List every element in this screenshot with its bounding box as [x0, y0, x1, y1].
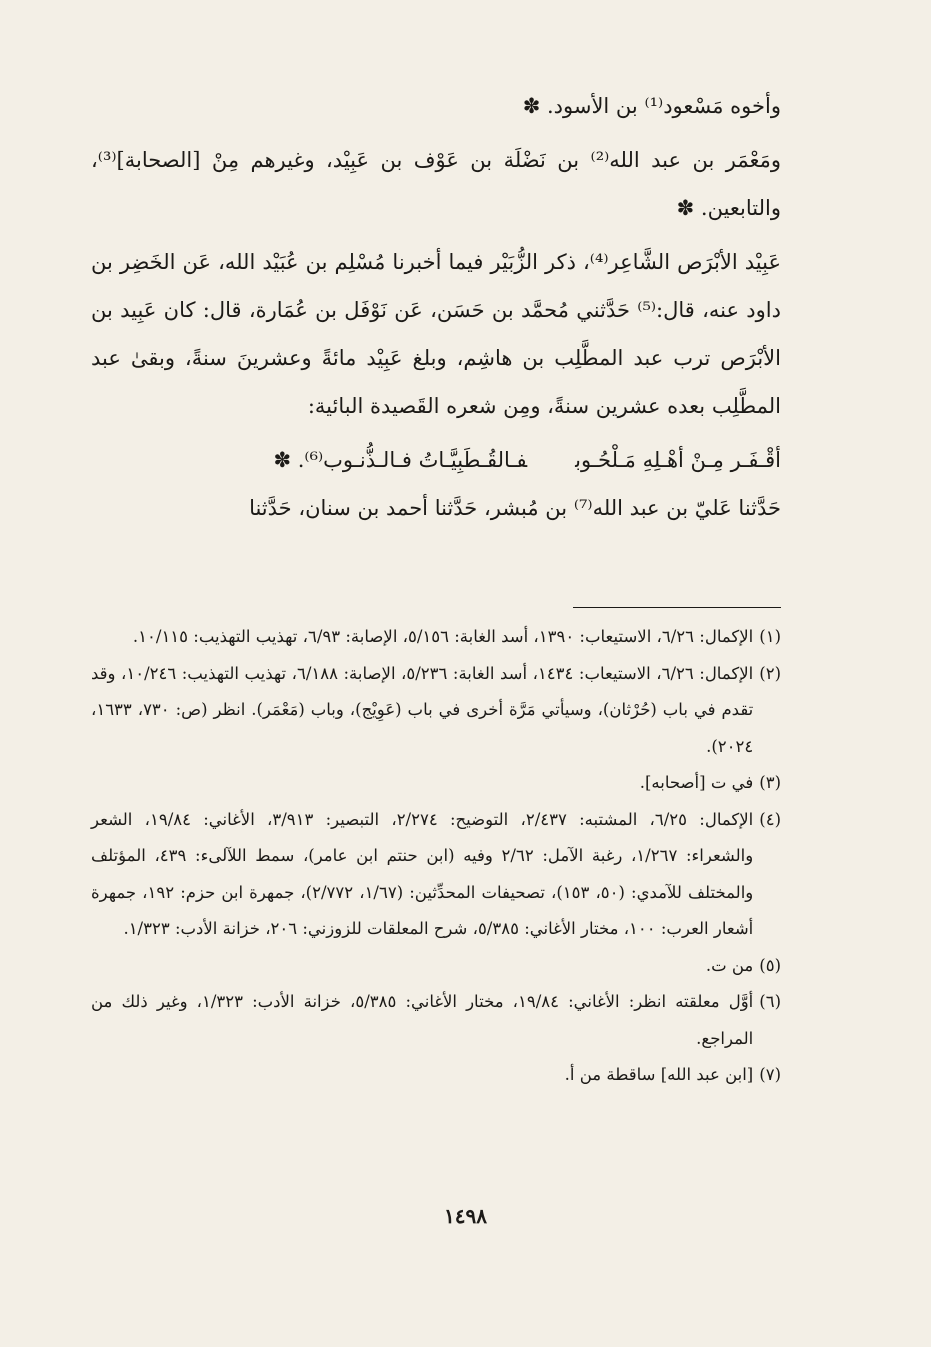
footnote-text: أوَّل معلقته انظر: الأغاني: ١٩/٨٤، مختار الأغاني: ٥/٣٨٥، خزانة الأدب: ١/٣٢٣، وغير ذلك من المراجع.	[91, 992, 754, 1048]
paragraph-mamar: ومَعْمَر بن عبد الله⁽²⁾ بن نَضْلَة بن عَوْف بن عَبِيْد، وغيرهم مِنْ [الصحابة]⁽³⁾، والتابعين. ✽	[91, 148, 781, 220]
footnote-1	[91, 619, 781, 656]
footnote-2	[91, 656, 781, 766]
footnotes	[91, 619, 781, 1094]
paragraph-ubayd-al-abras: عَبِيْد الأبْرَص الشَّاعِر⁽⁴⁾، ذكر الزُّبَيْر فيما أخبرنا مُسْلِم بن عُبَيْد الله، عَن الخَضِر بن داود عنه، قال:⁽⁵⁾ حَدَّثني مُحمَّد بن حَسَن، عَن نَوْفَل بن عُمَارة، قال: كان عَبِيد بن الأبْرَص ترب عبد المطَّلِب بن هاشِم، وبلغ عَبِيْد مائةً وعشرينَ سنةً، وبقىٰ عبد المطَّلِب بعده عشرين سنةً، ومِن شعره القَصيدة البائية:	[91, 250, 781, 418]
footnote-text: من ت.	[705, 955, 754, 975]
footnote-number: (٣)	[759, 773, 781, 792]
footnote-3	[91, 765, 781, 802]
footnote-number: (١)	[759, 627, 781, 646]
page-number: ١٤٩٨	[444, 1204, 487, 1228]
footnote-5	[91, 948, 781, 985]
footnote-text: الإكمال: ٦/٢٥، المشتبه: ٢/٤٣٧، التوضيح: ٢/٢٧٤، التبصير: ٣/٩١٣، الأغاني: ١٩/٨٤، الشعر والشعراء: ١/٢٦٧، رغبة الآمل: ٢/٦٢ وفيه (ابن حنتم ابن عامر)، سمط اللآلىء: ٤٣٩، المؤتلف والمختلف للآمدي: (٥٠، ١٥٣)، تصحيفات المحدِّثين: (١/٦٧، ٢/٧٧٢)، جمهرة ابن حزم: ١٩٢، جمهرة أشعار العرب: ١٠٠، مختار الأغاني: ٥/٣٨٥، شرح المعلقات للزوزني: ٢٠٦، خزانة الأدب: ١/٣٢٣.	[91, 809, 754, 938]
footnote-number: (٢)	[759, 663, 781, 683]
paragraph-isnad: حَدَّثنا عَليّ بن عبد الله⁽⁷⁾ بن مُبشر، حَدَّثنا أحمد بن سنان، حَدَّثنا	[249, 496, 781, 520]
footnote-separator	[573, 607, 781, 608]
footnote-text: الإكمال: ٦/٢٦، الاستيعاب: ١٤٣٤، أسد الغابة: ٥/٢٣٦، الإصابة: ٦/١٨٨، تهذيب التهذيب: ١٠/٢٤٦، وقد تقدم في باب (حُرْثان)، وسيأتي مَرَّة أخرى في باب (عَوِيْج)، وباب (مَعْمَر). انظر (ص: ٧٣٠، ١٦٣٣، ٢٠٢٤).	[91, 663, 754, 756]
footnote-7	[91, 1057, 781, 1094]
footnote-number: (٧)	[759, 1065, 781, 1084]
footnote-6	[91, 984, 781, 1057]
footnote-4	[91, 802, 781, 948]
footnote-number: (٦)	[759, 992, 781, 1011]
footnote-number: (٤)	[759, 809, 781, 829]
verse-first-hemistich: أقْـفَـر مِـنْ أهْـلِهِ مَـلْحُـوب	[575, 448, 781, 472]
footnote-text: [ابن عبد الله] ساقطة من أ.	[564, 1065, 754, 1084]
footnote-text: الإكمال: ٦/٢٦، الاستيعاب: ١٣٩٠، أسد الغابة: ٥/١٥٦، الإصابة: ٦/٩٣، تهذيب التهذيب: ١٠/١١٥.	[132, 627, 754, 646]
paragraph-masud: وأخوه مَسْعود⁽¹⁾ بن الأسود. ✽	[522, 94, 781, 118]
footnote-text: في ت [أصحابه].	[639, 773, 754, 792]
footnote-number: (٥)	[759, 955, 781, 975]
poem-verse	[91, 436, 781, 484]
verse-second-hemistich: فـالقُـطَبِيَّـاتُ فـالـذُّنـوب⁽⁶⁾. ✽	[273, 448, 528, 472]
main-text	[91, 82, 781, 532]
